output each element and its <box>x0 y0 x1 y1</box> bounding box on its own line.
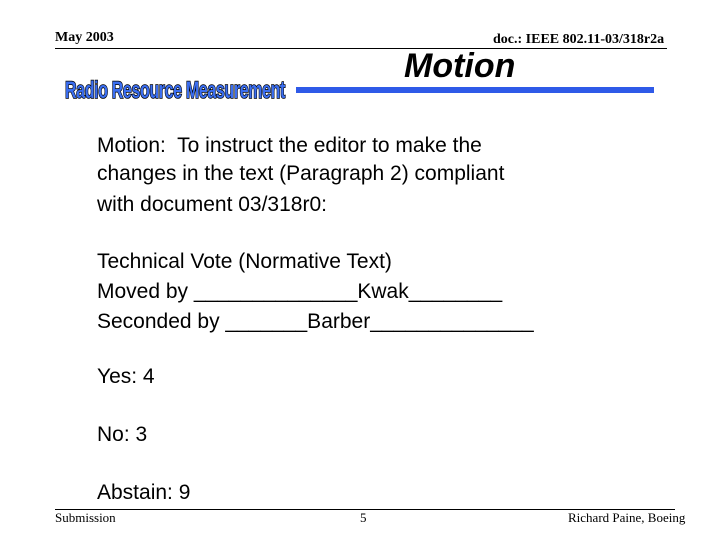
header-date: May 2003 <box>55 30 114 45</box>
header-doc-id: doc.: IEEE 802.11-03/318r2a <box>493 32 665 47</box>
moved-by: Moved by ______________Kwak________ <box>97 280 503 303</box>
vote-no: No: 3 <box>97 423 148 446</box>
logo-text: Radio Resource Measurement <box>65 77 286 104</box>
radio-resource-measurement-logo <box>64 74 286 104</box>
motion-text-line-3: with document 03/318r0: <box>97 193 327 216</box>
vote-type: Technical Vote (Normative Text) <box>97 250 392 273</box>
footer-author: Richard Paine, Boeing <box>568 510 686 525</box>
vote-abstain: Abstain: 9 <box>97 481 191 504</box>
header-rule <box>55 48 667 49</box>
slide-title: Motion <box>404 47 516 85</box>
seconded-by: Seconded by _______Barber______________ <box>97 310 534 333</box>
motion-text-line-2: changes in the text (Paragraph 2) compliant <box>97 162 505 185</box>
title-accent-bar <box>296 87 654 93</box>
footer-submission: Submission <box>55 510 116 525</box>
vote-yes: Yes: 4 <box>97 365 155 388</box>
motion-text-line-1: Motion: To instruct the editor to make the <box>97 134 482 157</box>
footer-page-number: 5 <box>360 510 367 525</box>
